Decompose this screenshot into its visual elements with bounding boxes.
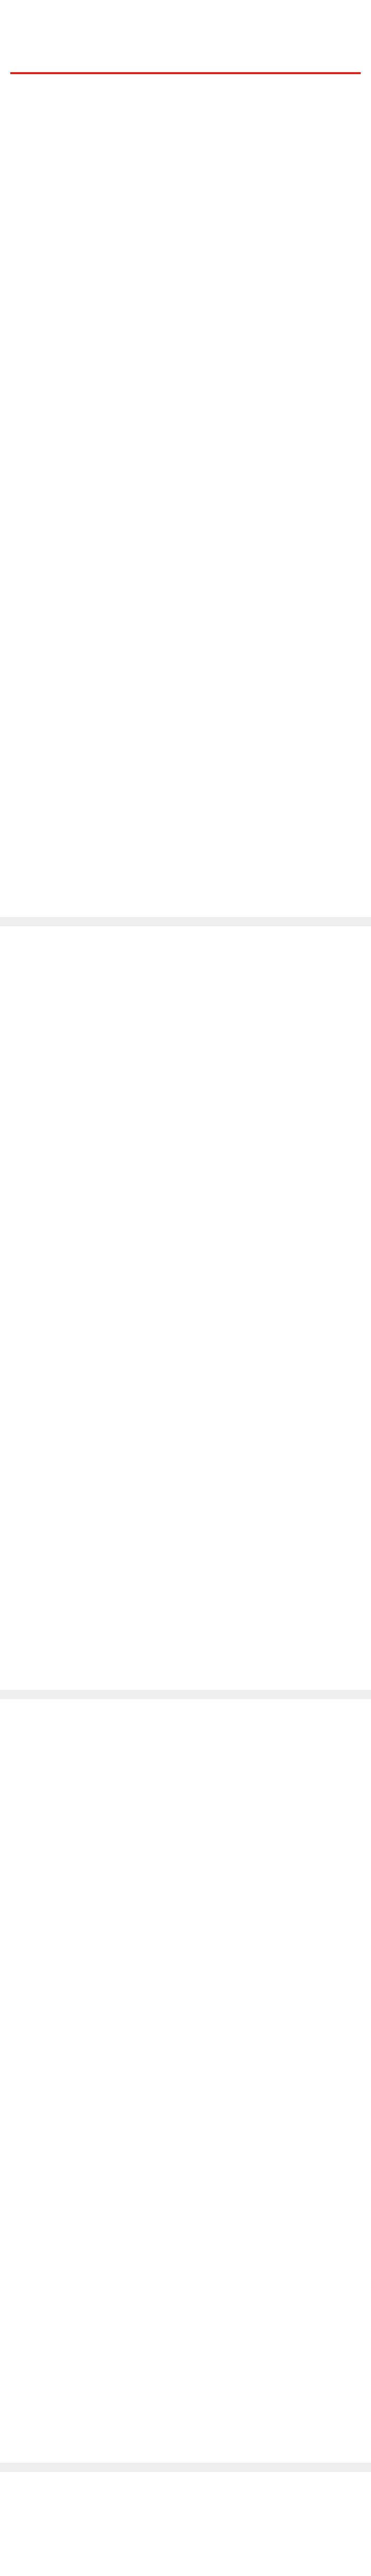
body-paragraph [31, 644, 340, 665]
body-paragraph [31, 1293, 340, 1314]
page-separator [0, 1690, 371, 1699]
body-paragraph [31, 1104, 340, 1124]
body-paragraph [31, 407, 340, 428]
body-paragraph [31, 739, 340, 759]
body-paragraph [31, 2019, 340, 2039]
body-paragraph [31, 1758, 340, 1778]
body-paragraph [31, 2303, 340, 2324]
body-paragraph [31, 786, 340, 807]
body-paragraph [31, 1483, 340, 1503]
body-paragraph [31, 1009, 340, 1029]
body-paragraph [31, 2398, 340, 2418]
body-paragraph [31, 1317, 340, 1337]
body-paragraph [31, 573, 340, 594]
body-paragraph [31, 2042, 340, 2063]
body-paragraph [31, 1222, 340, 1243]
body-paragraph [31, 1412, 340, 1432]
body-paragraph [31, 1947, 340, 1968]
body-paragraph [31, 2531, 340, 2551]
body-paragraph [31, 2232, 340, 2252]
document-title [31, 113, 340, 163]
body-paragraph [31, 1364, 340, 1385]
body-paragraph [31, 1435, 340, 1456]
body-paragraph [31, 597, 340, 617]
body-paragraph [31, 2256, 340, 2276]
body-paragraph [31, 265, 340, 285]
body-paragraph [31, 2137, 340, 2158]
body-paragraph [31, 2554, 340, 2575]
body-paragraph [31, 1127, 340, 1148]
body-paragraph [31, 170, 340, 191]
body-paragraph [31, 549, 340, 570]
body-paragraph [31, 1530, 340, 1551]
body-paragraph [31, 1459, 340, 1480]
body-paragraph [31, 1080, 340, 1100]
page-separator [0, 917, 371, 926]
body-paragraph [31, 881, 340, 902]
body-paragraph [31, 1649, 340, 1669]
body-paragraph [31, 2350, 340, 2371]
body-paragraph [31, 2066, 340, 2087]
body-paragraph [31, 691, 340, 712]
body-paragraph [31, 620, 340, 641]
body-page-2 [31, 938, 340, 1767]
body-paragraph [31, 241, 340, 262]
body-paragraph [31, 1805, 340, 1826]
body-paragraph [31, 938, 340, 958]
body-paragraph [31, 1269, 340, 1290]
body-paragraph [31, 1853, 340, 1873]
body-paragraph [31, 2161, 340, 2181]
body-paragraph [31, 431, 340, 451]
body-paragraph [31, 2279, 340, 2300]
body-paragraph [31, 1625, 340, 1646]
body-paragraph [31, 1710, 340, 1731]
body-paragraph [31, 1578, 340, 1598]
letterhead [10, 5, 361, 72]
body-paragraph [31, 762, 340, 783]
body-paragraph [31, 526, 340, 546]
body-paragraph [31, 857, 340, 878]
body-paragraph [31, 1734, 340, 1755]
body-paragraph [31, 834, 340, 854]
body-paragraph [31, 1341, 340, 1361]
body-paragraph [31, 2184, 340, 2205]
body-paragraph [31, 985, 340, 1006]
body-paragraph [31, 1246, 340, 1266]
title-block [31, 113, 340, 163]
body-paragraph [31, 1032, 340, 1053]
body-paragraph [31, 217, 340, 238]
body-paragraph [31, 1995, 340, 2015]
body-paragraph [31, 2327, 340, 2347]
body-paragraph [31, 1554, 340, 1574]
body-paragraph [31, 2374, 340, 2395]
body-paragraph [31, 1151, 340, 1172]
body-paragraph [31, 2208, 340, 2229]
body-paragraph [31, 1782, 340, 1802]
body-paragraph [31, 1924, 340, 1944]
letterhead-rule [10, 72, 361, 74]
body-paragraph [31, 2090, 340, 2110]
body-paragraph [31, 478, 340, 499]
body-page-3 [31, 1710, 340, 2540]
body-paragraph [31, 1388, 340, 1409]
body-paragraph [31, 336, 340, 357]
body-paragraph [31, 360, 340, 380]
body-paragraph [31, 312, 340, 333]
body-paragraph [31, 289, 340, 309]
body-paragraph [31, 2483, 340, 2504]
body-paragraph [31, 194, 340, 214]
body-paragraph [31, 715, 340, 736]
body-paragraph [31, 1971, 340, 1992]
body-paragraph [31, 668, 340, 688]
body-paragraph [31, 1506, 340, 1527]
body-paragraph [31, 1829, 340, 1850]
body-page-1 [31, 170, 340, 999]
body-paragraph [31, 2113, 340, 2134]
body-paragraph [31, 2421, 340, 2442]
body-paragraph [31, 961, 340, 982]
body-paragraph [31, 1900, 340, 1921]
body-page-4 [31, 2483, 340, 2576]
body-paragraph [31, 1175, 340, 1195]
body-paragraph [31, 502, 340, 522]
body-paragraph [31, 1198, 340, 1219]
page-separator [0, 2463, 371, 2472]
body-paragraph [31, 1601, 340, 1622]
body-paragraph [31, 810, 340, 831]
body-paragraph [31, 1876, 340, 1897]
body-paragraph [31, 454, 340, 475]
body-paragraph [31, 1056, 340, 1077]
body-paragraph [31, 2507, 340, 2528]
body-paragraph [31, 383, 340, 404]
